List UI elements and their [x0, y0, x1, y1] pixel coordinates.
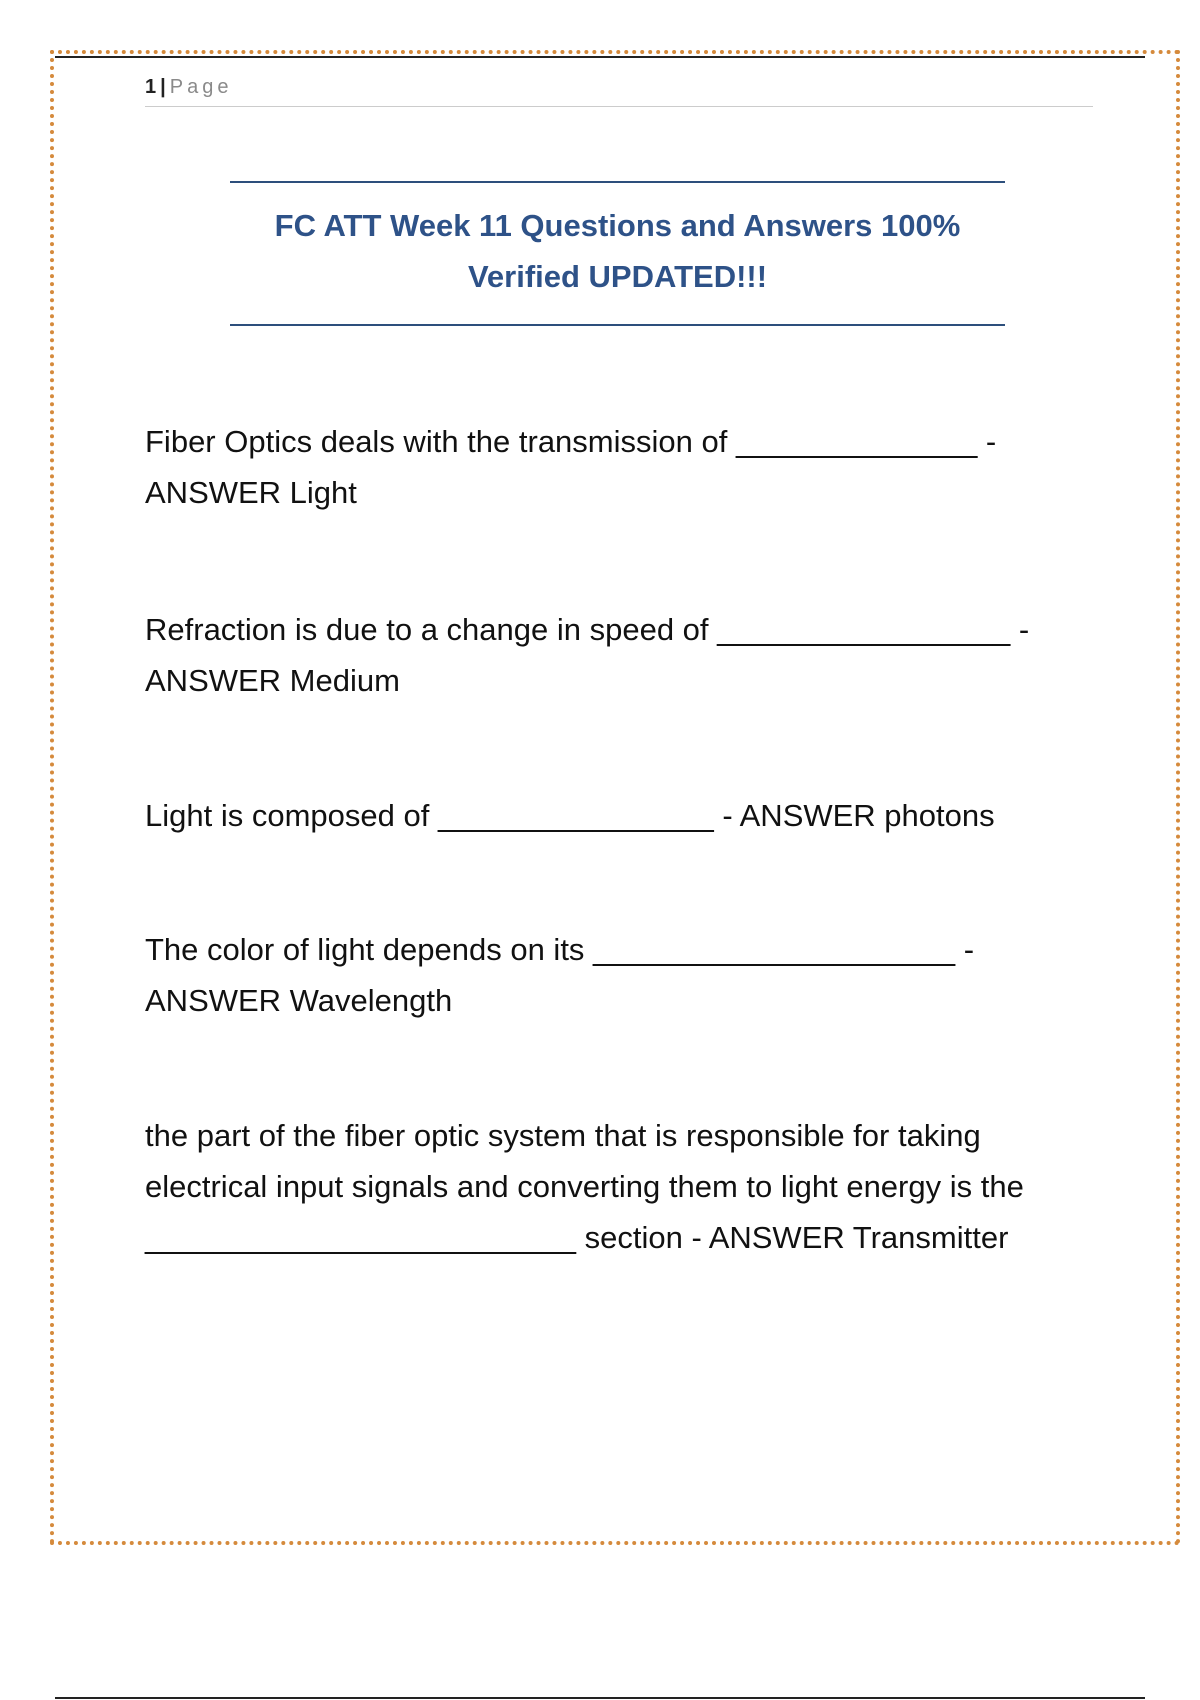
qa-item-2 [145, 604, 1105, 706]
top-rule [55, 56, 1145, 58]
qa-answer: ANSWER Light [145, 475, 357, 510]
bottom-rule [55, 1697, 1145, 1699]
title-line-1: FC ATT Week 11 Questions and Answers 100% [274, 208, 961, 243]
qa-item-4 [145, 924, 1105, 1026]
page-separator: | [160, 76, 166, 98]
qa-answer: ANSWER Wavelength [145, 983, 453, 1018]
qa-item-1 [145, 416, 1105, 518]
qa-item-3 [145, 790, 1105, 841]
qa-item-5 [145, 1110, 1105, 1263]
title-rule-bottom [230, 324, 1005, 326]
page-label: Page [169, 76, 233, 98]
page-number: 1 [145, 76, 157, 98]
title-rule-top [230, 181, 1005, 183]
qa-question: Refraction is due to a change in speed of _________________ - [145, 612, 1030, 647]
title-line-2: Verified UPDATED!!! [467, 259, 768, 294]
qa-question: The color of light depends on its _____________________ - [145, 932, 975, 967]
qa-answer: ANSWER Medium [145, 663, 400, 698]
qa-question: Light is composed of ________________ - ANSWER photons [145, 798, 995, 833]
qa-question: Fiber Optics deals with the transmission of ______________ - [145, 424, 997, 459]
document-title [230, 200, 1005, 302]
qa-question: the part of the fiber optic system that is responsible for taking electrical input signals and converting them to light energy is the _________________________ section - ANSWER Transmitter [145, 1118, 1024, 1255]
page-header [145, 74, 1093, 107]
